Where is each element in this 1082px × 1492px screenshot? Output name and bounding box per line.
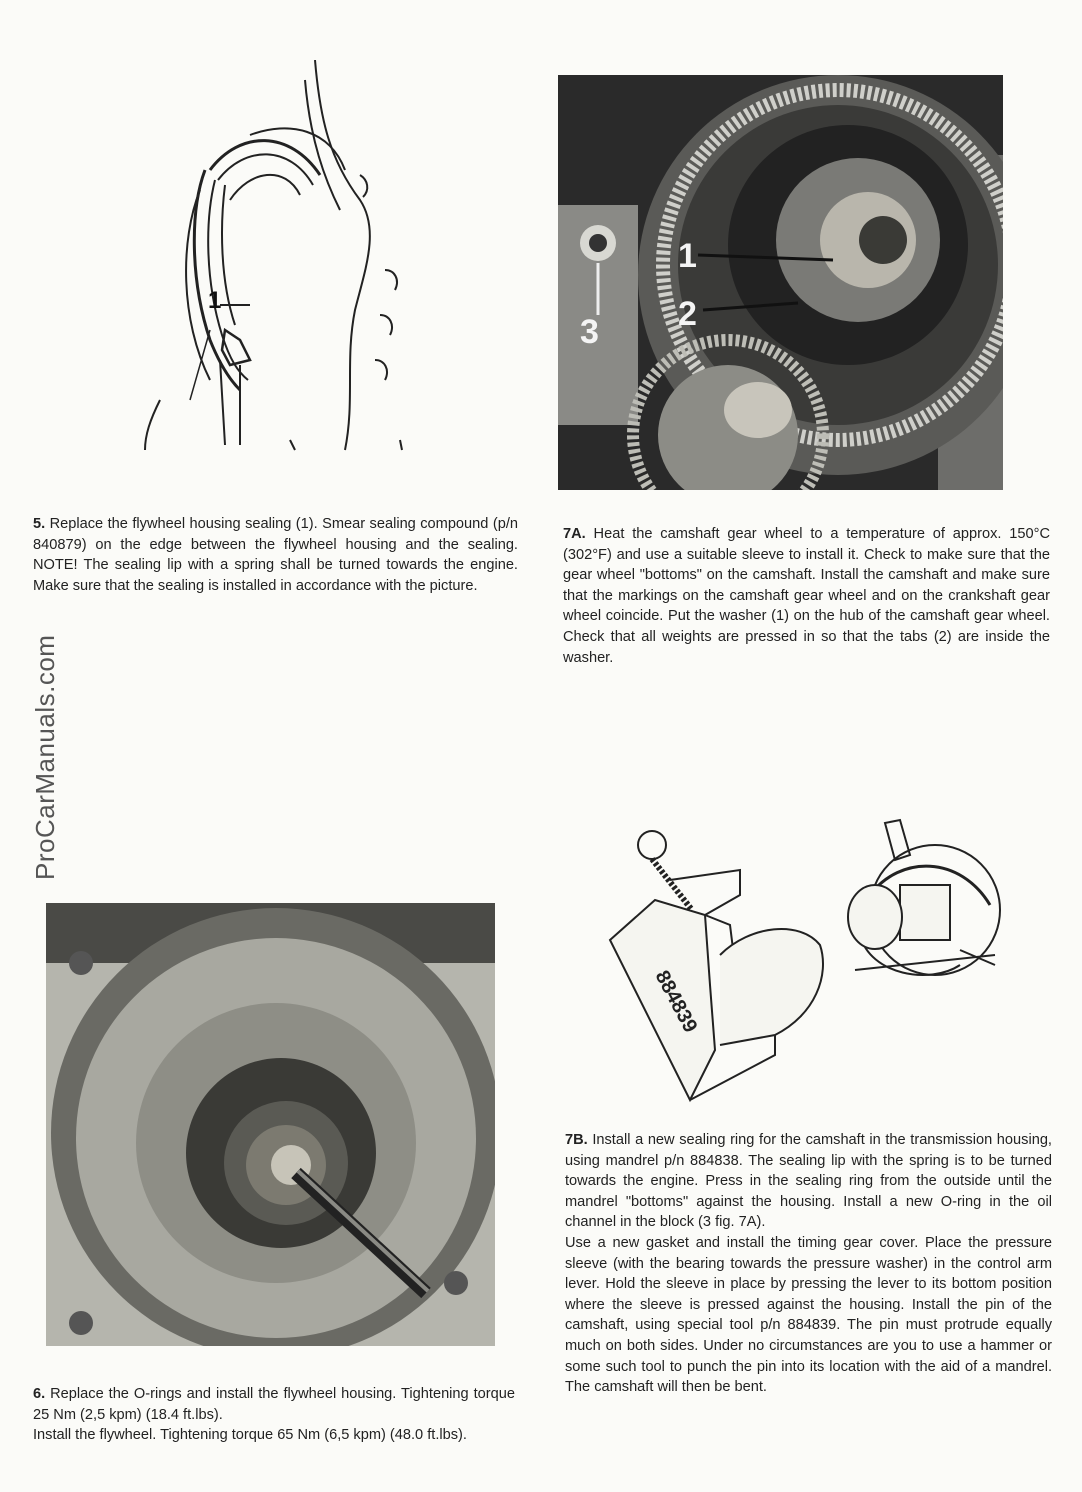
caption-7a-number: 7A. — [563, 526, 586, 542]
caption-6-text: Replace the O-rings and install the flywheel housing. Tightening torque 25 Nm (2,5 kpm) (18.4 ft.lbs). — [33, 1386, 515, 1423]
caption-7b — [565, 1130, 1052, 1398]
caption-7a — [563, 524, 1050, 668]
figure-6-flywheel-photo — [46, 903, 495, 1346]
callout-1-fig7a: 1 — [678, 237, 697, 275]
callout-1-fig5: 1 — [208, 287, 222, 314]
caption-5 — [33, 514, 518, 596]
caption-7b-number: 7B. — [565, 1132, 588, 1148]
caption-6 — [33, 1384, 515, 1446]
callout-2-fig7a: 2 — [678, 295, 697, 333]
caption-7a-text: Heat the camshaft gear wheel to a temperature of approx. 150°C (302°F) and use a suitable sleeve to install it. Check to make sure that the gear wheel "bottoms" on the camshaft. Install the camshaft and make sure that the markings on the camshaft gear wheel and on the crankshaft gear wheel coincide. Put the washer (1) on the hub of the camshaft gear wheel. Check that all weights are pressed in so that the tabs (2) are inside the washer. — [563, 526, 1050, 666]
figure-7b-special-tool-drawing — [600, 815, 1005, 1120]
caption-5-number: 5. — [33, 516, 46, 532]
caption-6-text-2: Install the flywheel. Tightening torque 65 Nm (6,5 kpm) (48.0 ft.lbs). — [33, 1427, 467, 1444]
tool-number-label: 884839 — [650, 967, 702, 1037]
caption-6-number: 6. — [33, 1386, 46, 1402]
callout-3-fig7a: 3 — [580, 313, 599, 351]
caption-7b-text: Install a new sealing ring for the camshaft in the transmission housing, using mandrel p/n 884838. The sealing lip with the spring is to be turned towards the engine. Press in the sealing ring from the outside until the mandrel "bottoms" against the housing. Install a new O-ring in the oil channel in the block (3 fig. 7A). — [565, 1132, 1052, 1231]
caption-7b-text-2: Use a new gasket and install the timing gear cover. Place the pressure sleeve (with the bearing towards the pressure washer) in the control arm lever. Hold the sleeve in place by pressing the lever to its bottom position where the sleeve is pressed against the housing. Install the pin of the camshaft, using special tool p/n 884839. The pin must protrude equally much on both sides. Under no circumstances are you to use a hammer or some such tool to punch the pin into its location with the aid of a mandrel. The camshaft will then be bent. — [565, 1234, 1052, 1396]
caption-5-text: Replace the flywheel housing sealing (1). Smear sealing compound (p/n 840879) on the edge between the flywheel housing and the sealing. NOTE! The sealing lip with a spring shall be turned towards the engine. Make sure that the sealing is installed in accordance with the picture. — [33, 516, 518, 594]
figure-7a-camshaft-gear-photo — [558, 75, 1003, 490]
figure-5-seal-drawing — [130, 60, 430, 455]
watermark: ProCarManuals.com — [30, 634, 60, 880]
